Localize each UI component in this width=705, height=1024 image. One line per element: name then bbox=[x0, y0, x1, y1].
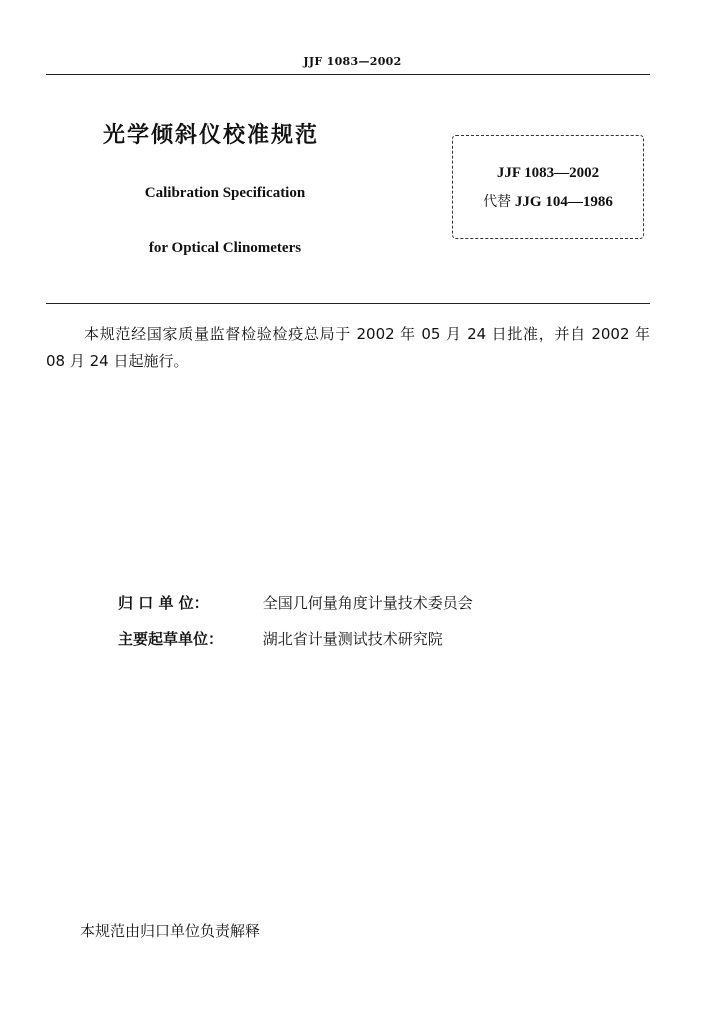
org-row-responsible bbox=[118, 592, 473, 613]
replaced-code: JJG 104—1986 bbox=[514, 194, 613, 210]
standard-code: JJF 1083—2002 bbox=[496, 165, 600, 181]
document-title-english-line2: for Optical Clinometers bbox=[148, 240, 302, 256]
document-title-english-line1: Calibration Specification bbox=[144, 185, 306, 201]
running-header: JJF 1083—2002 bbox=[303, 55, 402, 68]
title-block-rule bbox=[46, 303, 650, 304]
standard-code-box bbox=[452, 135, 644, 239]
org-value: 全国几何量角度计量技术委员会 bbox=[262, 594, 473, 612]
approval-paragraph: 本规范经国家质量监督检验检疫总局于 2002 年 05 月 24 日批准，并自 2002 年 08 月 24 日起施行。 bbox=[46, 325, 650, 370]
interpretation-note: 本规范由归口单位负责解释 bbox=[80, 922, 261, 940]
header-rule bbox=[46, 74, 650, 75]
document-title-chinese: 光学倾斜仪校准规范 bbox=[103, 123, 320, 148]
org-value: 湖北省计量测试技术研究院 bbox=[262, 630, 443, 648]
org-label: 主要起草单位： bbox=[118, 630, 224, 648]
org-label: 归 口 单 位： bbox=[118, 594, 209, 612]
replaced-standard bbox=[452, 191, 644, 211]
replaces-prefix: 代替 bbox=[483, 194, 512, 210]
org-row-drafting bbox=[118, 628, 443, 649]
